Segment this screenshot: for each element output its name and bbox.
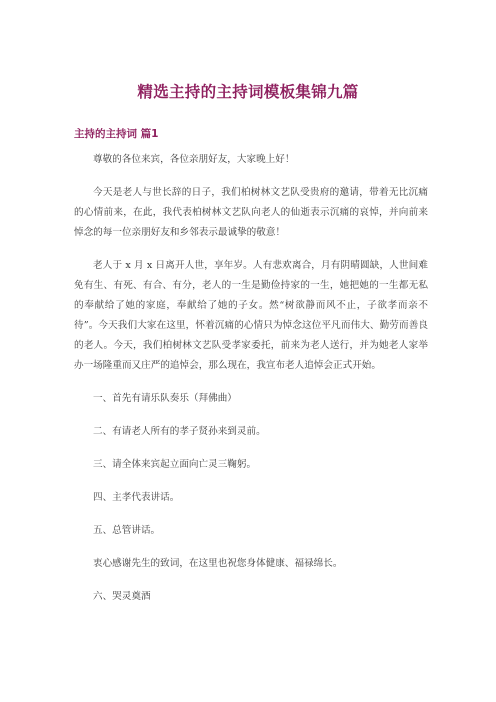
paragraph-opening: 今天是老人与世长辞的日子，我们柏树林文艺队受贵府的邀请，带着无比沉痛的心情前来，在此，我代表柏树林文艺队向老人的仙逝表示沉痛的哀悼，并向前来悼念的每一位亲朋好友和乡邻表示最诚挚的敬意！ xyxy=(74,187,428,238)
agenda-item-5: 五、总管讲话。 xyxy=(93,525,161,536)
paragraph-greeting: 尊敬的各位来宾，各位亲朋好友，大家晚上好！ xyxy=(93,154,295,165)
section-heading: 主持的主持词 篇1 xyxy=(74,128,159,140)
agenda-item-1: 一、首先有请乐队奏乐（拜佛曲） xyxy=(93,393,237,404)
paragraph-eulogy: 老人于 x 月 x 日离开人世，享年岁。人有悲欢离合，月有阴晴圆缺，人世间难免有生、有死、有合、有分，老人的一生是勤俭持家的一生，她把她的一生都无私的奉献给了她的家庭，奉献给了她的子女。然“树欲静而风不止，子欲孝而亲不待”。今天我们大家在这里，怀着沉痛的心情只为悼念这位平凡而伟大、勤劳而善良的老人。今天，我们柏树林文艺队受孝家委托，前来为老人送行，并为她老人家举办一场隆重而又庄严的追悼会，那么现在，我宣布老人追悼会正式开始。 xyxy=(74,260,428,371)
agenda-item-4: 四、主孝代表讲话。 xyxy=(93,492,180,503)
document-body xyxy=(74,150,428,620)
agenda-item-2: 二、有请老人所有的孝子贤孙来到灵前。 xyxy=(93,426,266,437)
document-title: 精选主持的主持词模板集锦九篇 xyxy=(137,83,359,101)
agenda-item-6: 六、哭灵奠酒 xyxy=(93,591,151,602)
agenda-item-3: 三、请全体来宾起立面向亡灵三鞠躬。 xyxy=(93,459,257,470)
paragraph-thanks: 衷心感谢先生的致词，在这里也祝您身体健康、福禄绵长。 xyxy=(93,558,343,569)
